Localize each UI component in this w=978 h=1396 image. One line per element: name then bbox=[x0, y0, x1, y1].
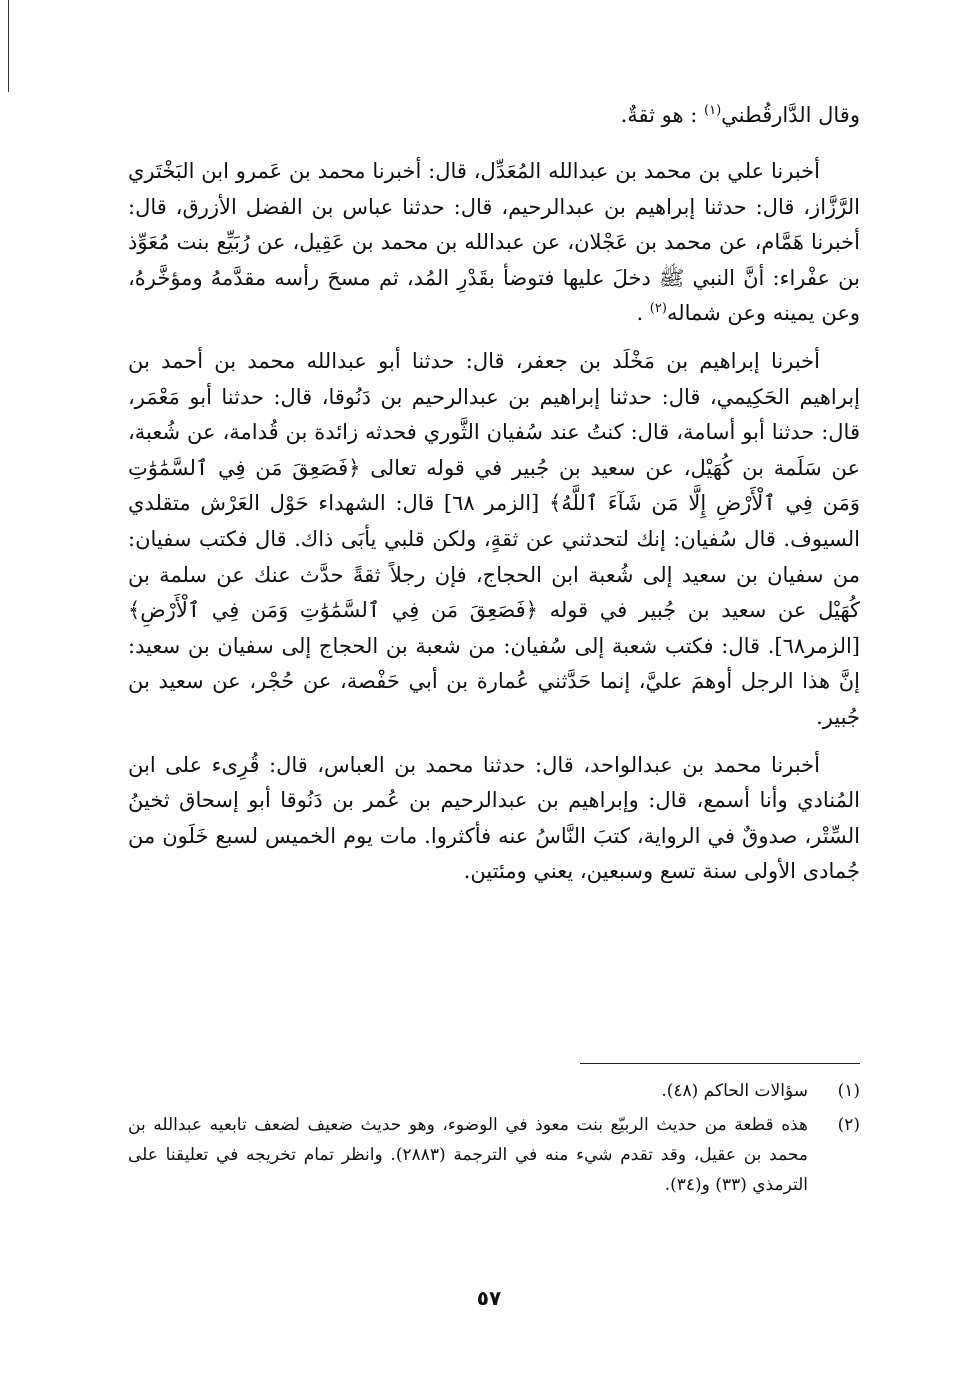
footnotes bbox=[128, 1076, 860, 1204]
footnote-2-text: هذه قطعة من حديث الربيّع بنت معوذ في الوضوء، وهو حديث ضعيف لضعف تابعيه عبدالله بن محمد بن عقيل، وقد تقدم شيء منه في الترجمة (٢٨٨٣). وانظر تمام تخريجه في تعليقنا على الترمذي (٣٣) و(٣٤). bbox=[128, 1115, 808, 1195]
footnote-ref-2: (٢) bbox=[649, 301, 667, 317]
intro-rest: : هو ثقةٌ. bbox=[620, 103, 704, 127]
footnote-divider bbox=[580, 1063, 860, 1064]
footnote-1-number: (١) bbox=[837, 1081, 860, 1101]
page-number: ٥٧ bbox=[476, 1286, 502, 1310]
footnote-1-text: سؤالات الحاكم (٤٨). bbox=[661, 1081, 808, 1101]
paragraph-1-end: . bbox=[636, 301, 650, 326]
paragraph-3 bbox=[128, 748, 860, 890]
paragraph-3-text: أخبرنا محمد بن عبدالواحد، قال: حدثنا محمد بن العباس، قال: قُرِىء على ابن المُنادي وأنا أسمع، قال: وإبراهيم بن عبدالرحيم بن عُمر بن دَنُوقا أبو إسحاق ثخينُ السِّتْر، صدوقٌ في الرواية، كتبَ النَّاسُ عنه فأكثروا. مات يوم الخميس لسبع خَلَون من جُمادى الأولى سنة تسع وسبعين، يعني ومئتين. bbox=[128, 752, 860, 884]
footnote-1 bbox=[128, 1076, 860, 1106]
footnote-2-number: (٢) bbox=[837, 1115, 860, 1135]
intro-line bbox=[128, 94, 860, 136]
footnote-2 bbox=[128, 1110, 860, 1200]
paragraph-2-text: أخبرنا إبراهيم بن مَخْلَد بن جعفر، قال: حدثنا أبو عبدالله محمد بن أحمد بن إبراهيم الحَكِيمي، قال: حدثنا إبراهيم بن عبدالرحيم بن دَنُوقا، قال: حدثنا أبو مَعْمَر، قال: حدثنا أبو أسامة، قال: كنتُ عند سُفيان الثَّوري فحدثه زائدة بن قُدامة، عن شُعبة، عن سَلَمة بن كُهَيْل، عن سعيد بن جُبير في قوله تعالى ﴿فَصَعِقَ مَن فِي ٱلسَّمَٰوَٰتِ وَمَن فِي ٱلْأَرْضِ إِلَّا مَن شَآءَ ٱللَّهُ﴾ [الزمر ٦٨] قال: الشهداء حَوْل العَرْش متقلدي السيوف. قال سُفيان: إنك لتحدثني عن ثقةٍ، ولكن قلبي يأبَى ذاك. قال فكتب سفيان: من سفيان بن سعيد إلى شُعبة ابن الحجاج، فإن رجلاً ثقةً حدَّث عنك عن سلمة بن كُهَيْل عن سعيد بن جُبير في قوله ﴿فَصَعِقَ مَن فِي ٱلسَّمَٰوَٰتِ وَمَن فِي ٱلْأَرْضِ﴾ [الزمر٦٨]. قال: فكتب شعبة إلى سُفيان: من شعبة بن الحجاج إلى سفيان بن سعيد: إنَّ هذا الرجل أوهمَ عليَّ، إنما حَدَّثني عُمارة بن أبي حَفْصة، عن حُجْر، عن سعيد بن جُبير. bbox=[128, 348, 860, 729]
intro-text: وقال الدَّارقُطني bbox=[721, 103, 860, 127]
main-text bbox=[128, 88, 860, 902]
paragraph-1 bbox=[128, 154, 860, 332]
paragraph-2 bbox=[128, 344, 860, 736]
scan-edge-line bbox=[8, 0, 9, 92]
paragraph-1-text: أخبرنا علي بن محمد بن عبدالله المُعَدِّل، قال: أخبرنا محمد بن عَمرو ابن البَخْتَري الرَّزَّاز، قال: حدثنا إبراهيم بن عبدالرحيم، قال: حدثنا عباس بن الفضل الأزرق، قال: أخبرنا هَمَّام، عن محمد بن عَجْلان، عن عبدالله بن محمد بن عَقِيل، عن رُبَيِّع بنت مُعَوِّذ بن عفْراء: أنَّ النبي ﷺ دخلَ عليها فتوضأ بقَدْرِ المُد، ثم مسحَ رأسه مقدَّمهُ ومؤخَّرهُ، وعن يمينه وعن شماله bbox=[128, 159, 860, 326]
footnote-ref-1: (١) bbox=[704, 103, 722, 118]
